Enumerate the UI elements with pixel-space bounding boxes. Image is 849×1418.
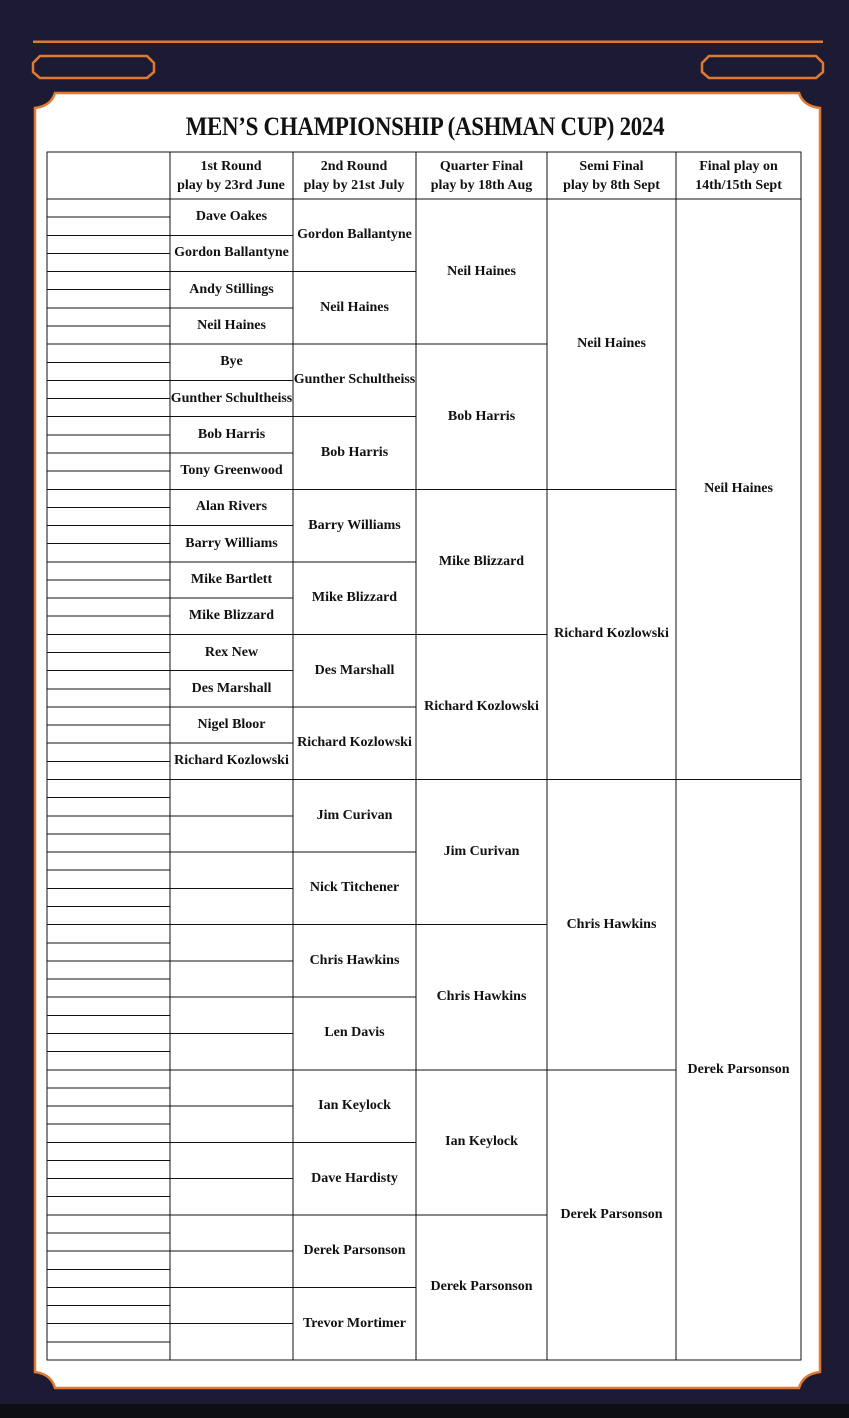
header-final: [676, 152, 801, 199]
player-slot-r1: [170, 1179, 293, 1215]
player-slot-r1: Gunther Schultheiss: [170, 390, 293, 406]
player-slot-qf: Neil Haines: [447, 263, 516, 279]
player-slot-r2: Jim Curivan: [316, 807, 393, 823]
header-round-label: Final play on: [699, 158, 778, 174]
player-slot-r1: Des Marshall: [191, 680, 272, 696]
header-deadline: play by 21st July: [303, 177, 405, 193]
player-slot-r2: Len Davis: [324, 1025, 385, 1041]
player-slot-r2: Chris Hawkins: [309, 952, 400, 968]
player-slot-r1: [170, 925, 293, 961]
player-slot-r2: Derek Parsonson: [303, 1243, 406, 1259]
player-slot-sf: Chris Hawkins: [566, 916, 657, 932]
player-slot-r1: [170, 1287, 293, 1323]
player-slot-r1: [170, 961, 293, 997]
player-slot-qf: Richard Kozlowski: [424, 698, 539, 714]
player-slot-r2: Gunther Schultheiss: [293, 372, 416, 388]
player-slot-r1: Tony Greenwood: [180, 463, 283, 479]
header-semi-final: [547, 152, 676, 199]
player-slot-qf: Derek Parsonson: [430, 1279, 533, 1295]
player-slot-r1: [170, 816, 293, 852]
player-slot-r1: [170, 1142, 293, 1178]
header-round-label: 2nd Round: [320, 158, 388, 174]
player-slot-r2: Neil Haines: [320, 299, 389, 315]
player-slot-r1: [170, 780, 293, 816]
player-slot-r1: Rex New: [204, 644, 259, 660]
player-slot-r1: [170, 1106, 293, 1142]
player-slot-r1: Bob Harris: [197, 426, 266, 442]
player-slot-r2: Richard Kozlowski: [297, 735, 412, 751]
player-slot-r1: [170, 852, 293, 888]
player-slot-r2: Nick Titchener: [309, 880, 400, 896]
player-slot-r1: [170, 1033, 293, 1069]
header-quarter-final: [416, 152, 547, 199]
player-slot-r1: Mike Bartlett: [190, 571, 273, 587]
player-slot-qf: Ian Keylock: [445, 1134, 518, 1150]
header-deadline: 14th/15th Sept: [695, 177, 782, 193]
player-slot-sf: Neil Haines: [577, 336, 646, 352]
page-title: MEN’S CHAMPIONSHIP (ASHMAN CUP) 2024: [185, 112, 665, 141]
player-slot-r1: [170, 997, 293, 1033]
player-slot-r1: [170, 888, 293, 924]
player-slot-r2: Des Marshall: [314, 662, 395, 678]
player-slot-final: Derek Parsonson: [687, 1061, 790, 1077]
player-slot-r1: Neil Haines: [197, 317, 266, 333]
player-slot-sf: Derek Parsonson: [560, 1206, 663, 1222]
player-slot-r2: Gordon Ballantyne: [297, 227, 412, 243]
header-2nd-round: [293, 152, 415, 199]
player-slot-sf: Richard Kozlowski: [554, 626, 669, 642]
player-slot-r1: [170, 1324, 293, 1360]
player-slot-qf: Mike Blizzard: [438, 553, 525, 569]
header-round-label: 1st Round: [200, 158, 262, 174]
player-slot-r1: Alan Rivers: [195, 499, 268, 515]
player-slot-r2: Dave Hardisty: [311, 1170, 398, 1186]
player-slot-qf: Bob Harris: [447, 408, 516, 424]
header-deadline: play by 8th Sept: [563, 177, 660, 193]
player-slot-r1: Bye: [220, 354, 243, 370]
player-slot-r2: Mike Blizzard: [311, 590, 398, 606]
player-slot-final: Neil Haines: [704, 481, 773, 497]
player-slot-r1: [170, 1070, 293, 1106]
player-slot-r2: Trevor Mortimer: [302, 1315, 406, 1331]
header-deadline: play by 18th Aug: [430, 177, 533, 193]
player-slot-r1: [170, 1251, 293, 1287]
player-slot-r2: Ian Keylock: [318, 1098, 391, 1114]
player-slot-r2: Bob Harris: [320, 444, 389, 460]
header-1st-round: [170, 152, 292, 199]
player-slot-qf: Chris Hawkins: [436, 989, 527, 1005]
player-slot-r1: Richard Kozlowski: [174, 753, 289, 769]
player-slot-r1: Mike Blizzard: [188, 608, 275, 624]
header-round-label: Quarter Final: [439, 158, 524, 174]
player-slot-r1: Dave Oakes: [195, 209, 268, 225]
header-round-label: Semi Final: [579, 158, 644, 174]
player-slot-r1: Gordon Ballantyne: [174, 245, 289, 261]
header-deadline: play by 23rd June: [177, 177, 285, 193]
player-slot-r1: Barry Williams: [185, 535, 278, 551]
player-slot-r2: Barry Williams: [308, 517, 401, 533]
player-slot-qf: Jim Curivan: [443, 844, 520, 860]
player-slot-r1: [170, 1215, 293, 1251]
player-slot-r1: Nigel Bloor: [197, 717, 266, 733]
player-slot-r1: Andy Stillings: [189, 281, 274, 297]
